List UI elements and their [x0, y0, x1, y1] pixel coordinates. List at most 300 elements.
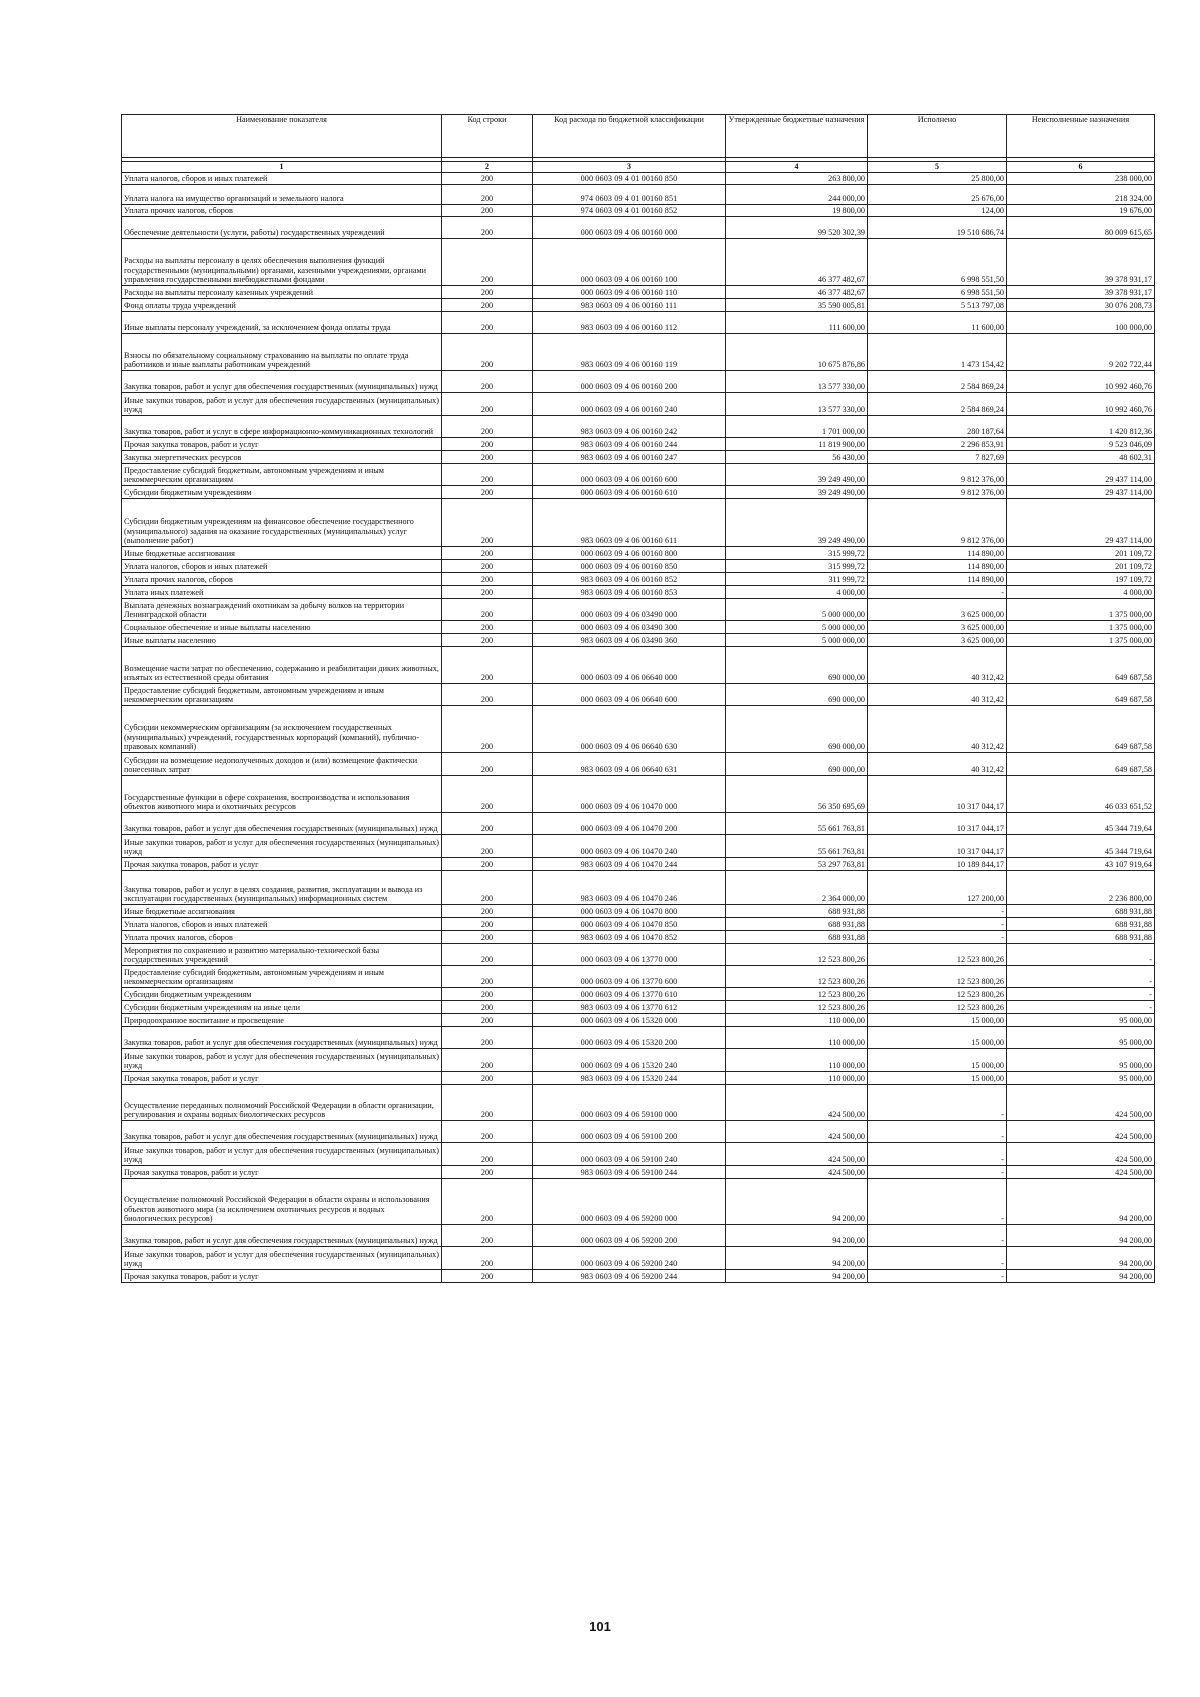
line-code: 200: [442, 1072, 533, 1085]
unexecuted-amount: 43 107 919,64: [1007, 858, 1155, 871]
header-approved: Утвержденные бюджетные назначения: [726, 115, 868, 158]
executed-amount: 7 827,69: [868, 451, 1007, 464]
row-name: Иные выплаты персоналу учреждений, за исключением фонда оплаты труда: [122, 312, 442, 334]
line-code: 200: [442, 1121, 533, 1143]
classification-code: 983 0603 09 4 06 06640 631: [533, 753, 726, 776]
classification-code: 000 0603 09 4 06 59200 000: [533, 1179, 726, 1225]
approved-amount: 46 377 482,67: [726, 286, 868, 299]
unexecuted-amount: 94 200,00: [1007, 1247, 1155, 1270]
executed-amount: -: [868, 1270, 1007, 1283]
row-name: Уплата прочих налогов, сборов: [122, 573, 442, 586]
classification-code: 000 0603 09 4 06 59100 240: [533, 1143, 726, 1166]
executed-amount: 25 800,00: [868, 173, 1007, 185]
unexecuted-amount: 39 378 931,17: [1007, 239, 1155, 286]
row-name: Субсидии некоммерческим организациям (за исключением государственных (муниципальных) учреждений, государственных корпораций (компаний), публично-правовых компаний): [122, 706, 442, 753]
table-header-row: [122, 115, 1155, 158]
approved-amount: 424 500,00: [726, 1085, 868, 1121]
unexecuted-amount: 100 000,00: [1007, 312, 1155, 334]
unexecuted-amount: 424 500,00: [1007, 1143, 1155, 1166]
column-number: 2: [442, 162, 533, 173]
approved-amount: 263 800,00: [726, 173, 868, 185]
table-row: [122, 1179, 1155, 1225]
table-row: [122, 451, 1155, 464]
table-row: [122, 858, 1155, 871]
approved-amount: 39 249 490,00: [726, 464, 868, 486]
row-name: Природоохранное воспитание и просвещение: [122, 1014, 442, 1027]
executed-amount: 40 312,42: [868, 684, 1007, 706]
unexecuted-amount: 29 437 114,00: [1007, 499, 1155, 547]
unexecuted-amount: 424 500,00: [1007, 1121, 1155, 1143]
table-row: [122, 286, 1155, 299]
classification-code: 000 0603 09 4 06 10470 850: [533, 918, 726, 931]
approved-amount: 11 819 900,00: [726, 438, 868, 451]
line-code: 200: [442, 1225, 533, 1247]
table-row: [122, 1085, 1155, 1121]
table-row: [122, 1027, 1155, 1049]
approved-amount: 56 350 695,69: [726, 776, 868, 813]
row-name: Фонд оплаты труда учреждений: [122, 299, 442, 312]
line-code: 200: [442, 931, 533, 944]
classification-code: 000 0603 09 4 06 13770 000: [533, 944, 726, 966]
executed-amount: 10 317 044,17: [868, 813, 1007, 835]
approved-amount: 46 377 482,67: [726, 239, 868, 286]
classification-code: 000 0603 09 4 06 06640 600: [533, 684, 726, 706]
row-name: Субсидии бюджетным учреждениям: [122, 486, 442, 499]
classification-code: 000 0603 09 4 06 00160 610: [533, 486, 726, 499]
approved-amount: 424 500,00: [726, 1166, 868, 1179]
row-name: Иные закупки товаров, работ и услуг для обеспечения государственных (муниципальных) нужд: [122, 1143, 442, 1166]
row-name: Субсидии бюджетным учреждениям на финансовое обеспечение государственного (муниципального) задания на оказание государственных (муниципальных) услуг (выполнение работ): [122, 499, 442, 547]
line-code: 200: [442, 1179, 533, 1225]
classification-code: 983 0603 09 4 06 00160 111: [533, 299, 726, 312]
classification-code: 974 0603 09 4 01 00160 852: [533, 205, 726, 217]
row-name: Субсидии бюджетным учреждениям: [122, 988, 442, 1001]
line-code: 200: [442, 371, 533, 393]
line-code: 200: [442, 451, 533, 464]
row-name: Прочая закупка товаров, работ и услуг: [122, 858, 442, 871]
executed-amount: 6 998 551,50: [868, 286, 1007, 299]
row-name: Прочая закупка товаров, работ и услуг: [122, 1270, 442, 1283]
unexecuted-amount: 9 523 046,09: [1007, 438, 1155, 451]
column-number: 5: [868, 162, 1007, 173]
approved-amount: 35 590 005,81: [726, 299, 868, 312]
unexecuted-amount: 4 000,00: [1007, 586, 1155, 599]
approved-amount: 110 000,00: [726, 1072, 868, 1085]
unexecuted-amount: 46 033 651,52: [1007, 776, 1155, 813]
table-row: [122, 299, 1155, 312]
unexecuted-amount: -: [1007, 944, 1155, 966]
unexecuted-amount: 30 076 208,73: [1007, 299, 1155, 312]
unexecuted-amount: 95 000,00: [1007, 1072, 1155, 1085]
approved-amount: 111 600,00: [726, 312, 868, 334]
table-row: [122, 813, 1155, 835]
classification-code: 000 0603 09 4 06 10470 000: [533, 776, 726, 813]
table-row: [122, 1121, 1155, 1143]
table-row: [122, 634, 1155, 647]
header-classification-code: Код расхода по бюджетной классификации: [533, 115, 726, 158]
executed-amount: -: [868, 1225, 1007, 1247]
table-row: [122, 312, 1155, 334]
row-name: Иные закупки товаров, работ и услуг для обеспечения государственных (муниципальных) нужд: [122, 393, 442, 416]
table-row: [122, 371, 1155, 393]
row-name: Расходы на выплаты персоналу казенных учреждений: [122, 286, 442, 299]
unexecuted-amount: -: [1007, 988, 1155, 1001]
unexecuted-amount: 29 437 114,00: [1007, 486, 1155, 499]
unexecuted-amount: 1 375 000,00: [1007, 599, 1155, 621]
classification-code: 000 0603 09 4 06 59100 200: [533, 1121, 726, 1143]
classification-code: 000 0603 09 4 06 06640 000: [533, 647, 726, 684]
line-code: 200: [442, 499, 533, 547]
unexecuted-amount: 95 000,00: [1007, 1014, 1155, 1027]
unexecuted-amount: 1 420 812,36: [1007, 416, 1155, 438]
unexecuted-amount: 94 200,00: [1007, 1179, 1155, 1225]
line-code: 200: [442, 753, 533, 776]
row-name: Уплата иных платежей: [122, 586, 442, 599]
classification-code: 000 0603 09 4 06 00160 850: [533, 560, 726, 573]
approved-amount: 5 000 000,00: [726, 621, 868, 634]
unexecuted-amount: 2 236 800,00: [1007, 871, 1155, 905]
page-number: 101: [589, 1619, 611, 1634]
line-code: 200: [442, 1049, 533, 1072]
table-row: [122, 871, 1155, 905]
row-name: Предоставление субсидий бюджетным, автономным учреждениям и иным некоммерческим организациям: [122, 684, 442, 706]
line-code: 200: [442, 813, 533, 835]
approved-amount: 13 577 330,00: [726, 393, 868, 416]
approved-amount: 94 200,00: [726, 1225, 868, 1247]
approved-amount: 94 200,00: [726, 1270, 868, 1283]
executed-amount: 9 812 376,00: [868, 464, 1007, 486]
unexecuted-amount: 10 992 460,76: [1007, 371, 1155, 393]
line-code: 200: [442, 918, 533, 931]
classification-code: 983 0603 09 4 06 00160 852: [533, 573, 726, 586]
line-code: 200: [442, 393, 533, 416]
line-code: 200: [442, 312, 533, 334]
row-name: Иные бюджетные ассигнования: [122, 905, 442, 918]
executed-amount: 40 312,42: [868, 706, 1007, 753]
classification-code: 983 0603 09 4 06 10470 244: [533, 858, 726, 871]
unexecuted-amount: 94 200,00: [1007, 1270, 1155, 1283]
approved-amount: 110 000,00: [726, 1049, 868, 1072]
approved-amount: 94 200,00: [726, 1179, 868, 1225]
unexecuted-amount: 424 500,00: [1007, 1166, 1155, 1179]
line-code: 200: [442, 173, 533, 185]
approved-amount: 55 661 763,81: [726, 835, 868, 858]
executed-amount: 1 473 154,42: [868, 334, 1007, 371]
classification-code: 983 0603 09 4 06 59200 244: [533, 1270, 726, 1283]
row-name: Иные выплаты населению: [122, 634, 442, 647]
line-code: 200: [442, 547, 533, 560]
classification-code: 983 0603 09 4 06 15320 244: [533, 1072, 726, 1085]
executed-amount: -: [868, 1143, 1007, 1166]
table-row: [122, 573, 1155, 586]
executed-amount: -: [868, 931, 1007, 944]
classification-code: 983 0603 09 4 06 00160 853: [533, 586, 726, 599]
row-name: Уплата прочих налогов, сборов: [122, 205, 442, 217]
line-code: 200: [442, 438, 533, 451]
unexecuted-amount: 80 009 615,65: [1007, 217, 1155, 239]
approved-amount: 424 500,00: [726, 1121, 868, 1143]
executed-amount: -: [868, 586, 1007, 599]
column-number: 3: [533, 162, 726, 173]
approved-amount: 1 701 000,00: [726, 416, 868, 438]
classification-code: 000 0603 09 4 06 15320 200: [533, 1027, 726, 1049]
classification-code: 000 0603 09 4 06 00160 800: [533, 547, 726, 560]
row-name: Закупка товаров, работ и услуг для обеспечения государственных (муниципальных) нужд: [122, 1225, 442, 1247]
table-row: [122, 599, 1155, 621]
approved-amount: 12 523 800,26: [726, 944, 868, 966]
executed-amount: 2 296 853,91: [868, 438, 1007, 451]
line-code: 200: [442, 586, 533, 599]
table-row: [122, 931, 1155, 944]
row-name: Уплата налогов, сборов и иных платежей: [122, 560, 442, 573]
line-code: 200: [442, 416, 533, 438]
table-row: [122, 438, 1155, 451]
line-code: 200: [442, 185, 533, 205]
unexecuted-amount: 10 992 460,76: [1007, 393, 1155, 416]
classification-code: 000 0603 09 4 01 00160 850: [533, 173, 726, 185]
approved-amount: 53 297 763,81: [726, 858, 868, 871]
unexecuted-amount: -: [1007, 966, 1155, 988]
table-row: [122, 586, 1155, 599]
classification-code: 000 0603 09 4 06 59100 000: [533, 1085, 726, 1121]
row-name: Мероприятия по сохранению и развитию материально-технической базы государственных учреждений: [122, 944, 442, 966]
table-row: [122, 1247, 1155, 1270]
classification-code: 000 0603 09 4 06 10470 240: [533, 835, 726, 858]
row-name: Прочая закупка товаров, работ и услуг: [122, 1072, 442, 1085]
table-row: [122, 1270, 1155, 1283]
unexecuted-amount: 19 676,00: [1007, 205, 1155, 217]
line-code: 200: [442, 1247, 533, 1270]
classification-code: 000 0603 09 4 06 10470 800: [533, 905, 726, 918]
table-row: [122, 988, 1155, 1001]
classification-code: 000 0603 09 4 06 13770 610: [533, 988, 726, 1001]
classification-code: 000 0603 09 4 06 03490 300: [533, 621, 726, 634]
approved-amount: 244 000,00: [726, 185, 868, 205]
line-code: 200: [442, 944, 533, 966]
approved-amount: 688 931,88: [726, 918, 868, 931]
line-code: 200: [442, 486, 533, 499]
table-row: [122, 217, 1155, 239]
classification-code: 000 0603 09 4 06 03490 000: [533, 599, 726, 621]
row-name: Взносы по обязательному социальному страхованию на выплаты по оплате труда работников и иные выплаты работникам учреждений: [122, 334, 442, 371]
line-code: 200: [442, 464, 533, 486]
unexecuted-amount: 649 687,58: [1007, 706, 1155, 753]
row-name: Уплата налога на имущество организаций и земельного налога: [122, 185, 442, 205]
table-row: [122, 1049, 1155, 1072]
line-code: 200: [442, 573, 533, 586]
table-row: [122, 918, 1155, 931]
row-name: Уплата налогов, сборов и иных платежей: [122, 918, 442, 931]
column-number: 6: [1007, 162, 1155, 173]
line-code: 200: [442, 647, 533, 684]
unexecuted-amount: 1 375 000,00: [1007, 621, 1155, 634]
executed-amount: 15 000,00: [868, 1027, 1007, 1049]
table-row: [122, 776, 1155, 813]
row-name: Закупка товаров, работ и услуг для обеспечения государственных (муниципальных) нужд: [122, 1121, 442, 1143]
row-name: Уплата прочих налогов, сборов: [122, 931, 442, 944]
executed-amount: -: [868, 1179, 1007, 1225]
table-row: [122, 1014, 1155, 1027]
executed-amount: 12 523 800,26: [868, 966, 1007, 988]
classification-code: 983 0603 09 4 06 03490 360: [533, 634, 726, 647]
line-code: 200: [442, 684, 533, 706]
table-row: [122, 1072, 1155, 1085]
approved-amount: 56 430,00: [726, 451, 868, 464]
executed-amount: 9 812 376,00: [868, 486, 1007, 499]
approved-amount: 690 000,00: [726, 706, 868, 753]
classification-code: 983 0603 09 4 06 00160 611: [533, 499, 726, 547]
unexecuted-amount: 218 324,00: [1007, 185, 1155, 205]
executed-amount: 10 317 044,17: [868, 835, 1007, 858]
table-row: [122, 560, 1155, 573]
unexecuted-amount: 649 687,58: [1007, 684, 1155, 706]
unexecuted-amount: 1 375 000,00: [1007, 634, 1155, 647]
table-row: [122, 205, 1155, 217]
line-code: 200: [442, 1166, 533, 1179]
executed-amount: 15 000,00: [868, 1014, 1007, 1027]
line-code: 200: [442, 334, 533, 371]
line-code: 200: [442, 1085, 533, 1121]
row-name: Осуществление полномочий Российской Федерации в области охраны и использования объектов животного мира (за исключением охотничьих ресурсов и водных биологических ресурсов): [122, 1179, 442, 1225]
executed-amount: 9 812 376,00: [868, 499, 1007, 547]
row-name: Закупка товаров, работ и услуг в целях создания, развития, эксплуатации и вывода из эксплуатации государственных (муниципальных) информационных систем: [122, 871, 442, 905]
column-number: 1: [122, 162, 442, 173]
table-row: [122, 1143, 1155, 1166]
unexecuted-amount: 48 602,31: [1007, 451, 1155, 464]
classification-code: 000 0603 09 4 06 00160 100: [533, 239, 726, 286]
approved-amount: 315 999,72: [726, 547, 868, 560]
unexecuted-amount: 39 378 931,17: [1007, 286, 1155, 299]
line-code: 200: [442, 835, 533, 858]
executed-amount: -: [868, 1247, 1007, 1270]
row-name: Предоставление субсидий бюджетным, автономным учреждениям и иным некоммерческим организациям: [122, 464, 442, 486]
classification-code: 000 0603 09 4 06 15320 240: [533, 1049, 726, 1072]
row-name: Закупка товаров, работ и услуг для обеспечения государственных (муниципальных) нужд: [122, 371, 442, 393]
table-row: [122, 416, 1155, 438]
executed-amount: 3 625 000,00: [868, 634, 1007, 647]
classification-code: 000 0603 09 4 06 00160 000: [533, 217, 726, 239]
unexecuted-amount: 649 687,58: [1007, 647, 1155, 684]
executed-amount: 127 200,00: [868, 871, 1007, 905]
line-code: 200: [442, 634, 533, 647]
approved-amount: 55 661 763,81: [726, 813, 868, 835]
line-code: 200: [442, 205, 533, 217]
approved-amount: 424 500,00: [726, 1143, 868, 1166]
line-code: 200: [442, 286, 533, 299]
line-code: 200: [442, 1014, 533, 1027]
table-row: [122, 547, 1155, 560]
approved-amount: 10 675 876,86: [726, 334, 868, 371]
executed-amount: 124,00: [868, 205, 1007, 217]
executed-amount: -: [868, 1121, 1007, 1143]
row-name: Государственные функции в сфере сохранения, воспроизводства и использования объектов животного мира и охотничьих ресурсов: [122, 776, 442, 813]
executed-amount: 40 312,42: [868, 647, 1007, 684]
classification-code: 000 0603 09 4 06 00160 240: [533, 393, 726, 416]
classification-code: 000 0603 09 4 06 00160 600: [533, 464, 726, 486]
executed-amount: -: [868, 1085, 1007, 1121]
executed-amount: 2 584 869,24: [868, 393, 1007, 416]
executed-amount: 2 584 869,24: [868, 371, 1007, 393]
unexecuted-amount: -: [1007, 1001, 1155, 1014]
approved-amount: 5 000 000,00: [726, 634, 868, 647]
approved-amount: 39 249 490,00: [726, 499, 868, 547]
row-name: Иные закупки товаров, работ и услуг для обеспечения государственных (муниципальных) нужд: [122, 1247, 442, 1270]
classification-code: 983 0603 09 4 06 00160 244: [533, 438, 726, 451]
classification-code: 000 0603 09 4 06 13770 600: [533, 966, 726, 988]
line-code: 200: [442, 599, 533, 621]
executed-amount: 11 600,00: [868, 312, 1007, 334]
table-row: [122, 621, 1155, 634]
classification-code: 000 0603 09 4 06 59200 200: [533, 1225, 726, 1247]
approved-amount: 13 577 330,00: [726, 371, 868, 393]
header-unexecuted: Неисполненные назначения: [1007, 115, 1155, 158]
approved-amount: 110 000,00: [726, 1027, 868, 1049]
row-name: Предоставление субсидий бюджетным, автономным учреждениям и иным некоммерческим организациям: [122, 966, 442, 988]
classification-code: 974 0603 09 4 01 00160 851: [533, 185, 726, 205]
column-number-row: [122, 162, 1155, 173]
executed-amount: 12 523 800,26: [868, 1001, 1007, 1014]
classification-code: 983 0603 09 4 06 00160 112: [533, 312, 726, 334]
table-row: [122, 835, 1155, 858]
executed-amount: 114 890,00: [868, 573, 1007, 586]
line-code: 200: [442, 776, 533, 813]
table-row: [122, 1166, 1155, 1179]
unexecuted-amount: 688 931,88: [1007, 918, 1155, 931]
row-name: Обеспечение деятельности (услуги, работы) государственных учреждений: [122, 217, 442, 239]
table-row: [122, 499, 1155, 547]
classification-code: 000 0603 09 4 06 00160 110: [533, 286, 726, 299]
executed-amount: 12 523 800,26: [868, 988, 1007, 1001]
classification-code: 000 0603 09 4 06 15320 000: [533, 1014, 726, 1027]
row-name: Закупка товаров, работ и услуг для обеспечения государственных (муниципальных) нужд: [122, 813, 442, 835]
classification-code: 000 0603 09 4 06 00160 200: [533, 371, 726, 393]
unexecuted-amount: 95 000,00: [1007, 1027, 1155, 1049]
row-name: Социальное обеспечение и иные выплаты населению: [122, 621, 442, 634]
executed-amount: 114 890,00: [868, 560, 1007, 573]
approved-amount: 12 523 800,26: [726, 988, 868, 1001]
line-code: 200: [442, 1001, 533, 1014]
table-row: [122, 1225, 1155, 1247]
classification-code: 983 0603 09 4 06 10470 246: [533, 871, 726, 905]
executed-amount: 25 676,00: [868, 185, 1007, 205]
approved-amount: 688 931,88: [726, 905, 868, 918]
header-line-code: Код строки: [442, 115, 533, 158]
table-row: [122, 239, 1155, 286]
classification-code: 983 0603 09 4 06 00160 247: [533, 451, 726, 464]
approved-amount: 5 000 000,00: [726, 599, 868, 621]
table-row: [122, 1001, 1155, 1014]
unexecuted-amount: 201 109,72: [1007, 560, 1155, 573]
approved-amount: 688 931,88: [726, 931, 868, 944]
approved-amount: 2 364 000,00: [726, 871, 868, 905]
unexecuted-amount: 45 344 719,64: [1007, 835, 1155, 858]
executed-amount: 10 189 844,17: [868, 858, 1007, 871]
row-name: Закупка товаров, работ и услуг в сфере информационно-коммуникационных технологий: [122, 416, 442, 438]
unexecuted-amount: 9 202 722,44: [1007, 334, 1155, 371]
unexecuted-amount: 201 109,72: [1007, 547, 1155, 560]
unexecuted-amount: 45 344 719,64: [1007, 813, 1155, 835]
column-number: 4: [726, 162, 868, 173]
table-row: [122, 905, 1155, 918]
executed-amount: 15 000,00: [868, 1049, 1007, 1072]
row-name: Выплата денежных вознаграждений охотникам за добычу волков на территории Ленинградской области: [122, 599, 442, 621]
header-executed: Исполнено: [868, 115, 1007, 158]
executed-amount: -: [868, 905, 1007, 918]
approved-amount: 110 000,00: [726, 1014, 868, 1027]
unexecuted-amount: 688 931,88: [1007, 931, 1155, 944]
table-row: [122, 753, 1155, 776]
executed-amount: 15 000,00: [868, 1072, 1007, 1085]
